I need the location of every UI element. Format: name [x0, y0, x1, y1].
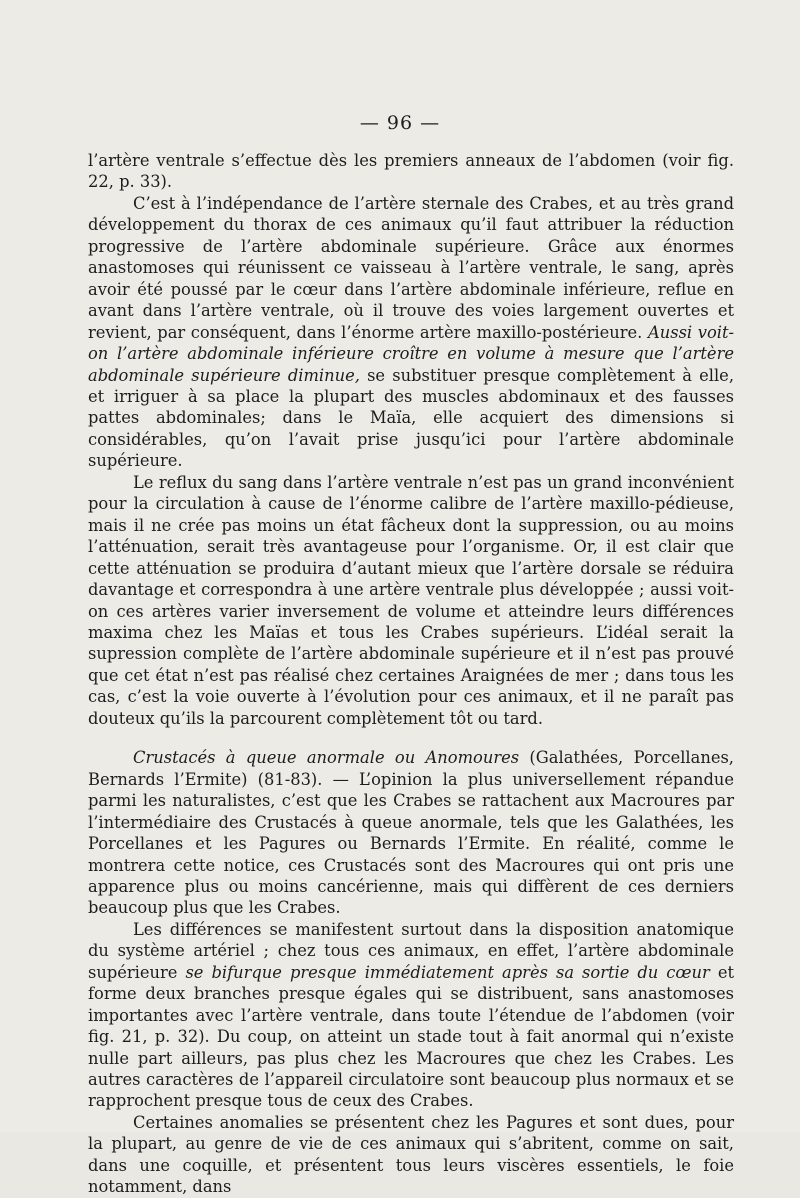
- text-run: et forme deux branches presque égales qui se distribuent, sans anastomoses importantes avec l’artère ventrale, dans toute l’étendue de l’abdomen (voir fig. 21, p. 32). Du coup, on atteint un stade tout à fait anormal qui n’existe nulle part ailleurs, pas plus chez les Macroures que chez les Crabes. Les autres caractères de l’appareil circulatoire sont beaucoup plus normaux et se rapprochent presque tous de ceux des Crabes.: [88, 962, 734, 1111]
- paragraph-anomoures: [88, 747, 734, 919]
- italic-text: Aussi voit-on l’artère abdominale inférieure croître en volume à mesure que l’artère abdominale supérieure diminue,: [88, 322, 734, 385]
- paragraph-blood-reflux: [88, 472, 734, 729]
- text-run: Certaines anomalies se présentent chez les Pagures et sont dues, pour la plupart, au genre de vie de ces animaux qui s’abritent, comme on sait, dans une coquille, et présentent tous leurs viscères essentiels, le foie notamment, dans: [88, 1112, 734, 1197]
- paragraph-pagures: [88, 1112, 734, 1198]
- text-run: l’artère ventrale s’effectue dès les premiers anneaux de l’abdomen (voir fig. 22, p. 33).: [88, 151, 734, 192]
- text-run: Le reflux du sang dans l’artère ventrale n’est pas un grand inconvénient pour la circulation à cause de l’énorme calibre de l’artère maxillo-pédieuse, mais il ne crée pas moins un état fâcheux dont la suppression, ou au moins l’atténuation, serait très avantageuse pour l’organisme. Or, il est clair que cette atténuation se produira d’autant mieux que l’artère dorsale se réduira davantage et correspondra à une artère ventrale plus développée ; aussi voit-on ces artères varier inversement de volume et atteindre leurs différences maxima chez les Maïas et tous les Crabes supérieurs. L’idéal serait la supression complète de l’artère abdominale supérieure et il n’est pas prouvé que cet état n’est pas réalisé chez certaines Araignées de mer ; dans tous les cas, c’est la voie ouverte à l’évolution pour ces animaux, et il ne paraît pas douteux qu’ils la parcourent complètement tôt ou tard.: [88, 472, 734, 728]
- italic-text: se bifurque presque immédiatement après sa sortie du cœur: [185, 962, 710, 982]
- text-run: (Galathées, Porcellanes, Bernards l’Ermite) (81-83). — L’opinion la plus universellement répandue parmi les naturalistes, c’est que les Crabes se rattachent aux Macroures par l’intermédiaire des Crustacés à queue anormale, tels que les Galathées, les Porcellanes et les Pagures ou Bernards l’Ermite. En réalité, comme le montrera cette notice, ces Crustacés sont des Macroures qui ont pris une apparence plus ou moins cancérienne, mais qui diffèrent de ces derniers beaucoup plus que les Crabes.: [88, 748, 734, 918]
- paragraph-arterial-reduction: [88, 193, 734, 472]
- text-run: se substituer presque complètement à elle, et irriguer à sa place la plupart des muscles abdominaux et des fausses pattes abdominales; dans le Maïa, elle acquiert des dimensions si considérables, qu’on l’avait prise jusqu’ici pour l’artère abdominale supérieure.: [88, 365, 734, 471]
- text-run: Les différences se manifestent surtout dans la disposition anatomique du système artériel ; chez tous ces animaux, en effet, l’artère abdominale supérieure: [88, 919, 734, 982]
- italic-text: Crustacés à queue anormale ou Anomoures: [133, 748, 520, 768]
- page-number: — 96 —: [359, 112, 441, 134]
- text-run: C’est à l’indépendance de l’artère sternale des Crabes, et au très grand développement du thorax de ces animaux qu’il faut attribuer la réduction progressive de l’artère abdominale supérieure. Grâce aux énormes anastomoses qui réunissent ce vaisseau à l’artère ventrale, le sang, après avoir été poussé par le cœur dans l’artère abdominale inférieure, reflue en avant dans l’artère ventrale, où il trouve des voies largement ouvertes et revient, par conséquent, dans l’énorme artère maxillo-postérieure.: [88, 193, 734, 342]
- paragraph-continuation: [88, 150, 734, 193]
- body-text: [88, 150, 734, 1198]
- paragraph-differences: [88, 919, 734, 1112]
